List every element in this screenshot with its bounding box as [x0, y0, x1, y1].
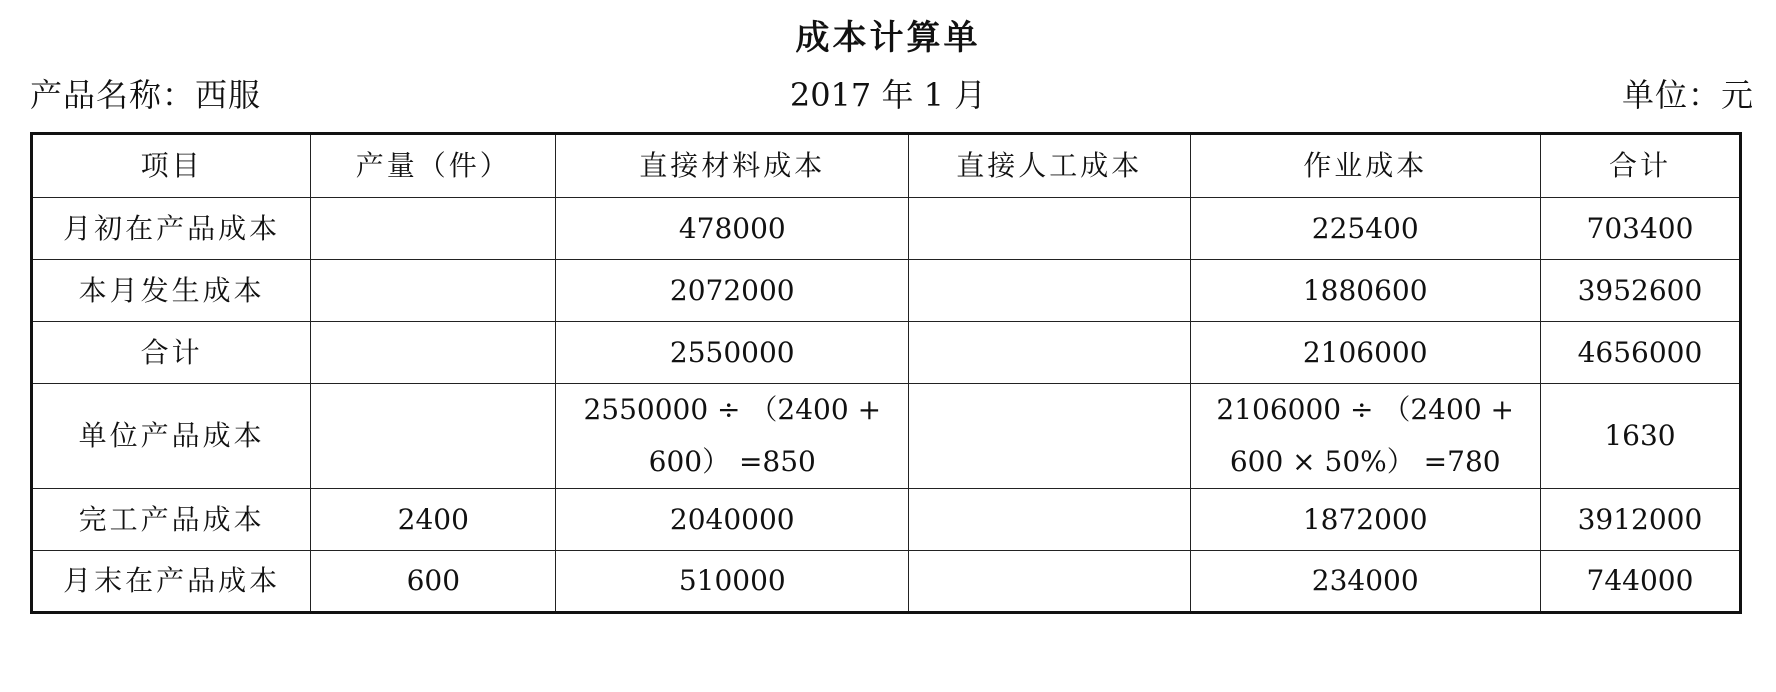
cell-quantity — [311, 260, 556, 322]
table-row — [32, 551, 1741, 613]
header-activity-cost: 作业成本 — [1190, 134, 1540, 198]
cell-total: 4656000 — [1540, 322, 1740, 384]
cell-labor — [909, 384, 1190, 489]
header-item: 项目 — [32, 134, 311, 198]
cell-activity: 225400 — [1190, 198, 1540, 260]
table-row — [32, 198, 1741, 260]
period: 2017 年 1 月 — [789, 76, 987, 114]
row-label: 月末在产品成本 — [32, 551, 311, 613]
table-row — [32, 384, 1741, 489]
cell-labor — [909, 551, 1190, 613]
cell-material: 2550000 — [556, 322, 909, 384]
cell-total: 3912000 — [1540, 489, 1740, 551]
header-quantity: 产量（件） — [311, 134, 556, 198]
cell-activity: 1880600 — [1190, 260, 1540, 322]
cell-labor — [909, 198, 1190, 260]
header-direct-material: 直接材料成本 — [556, 134, 909, 198]
product-name: 产品名称：西服 — [30, 76, 262, 114]
activity-formula-line1: 2106000 ÷ （2400 + — [1216, 393, 1514, 426]
table-header-row — [32, 134, 1741, 198]
cell-material: 2040000 — [556, 489, 909, 551]
table-row — [32, 489, 1741, 551]
cell-labor — [909, 322, 1190, 384]
cell-total: 3952600 — [1540, 260, 1740, 322]
cell-material: 478000 — [556, 198, 909, 260]
cell-total: 703400 — [1540, 198, 1740, 260]
cell-activity: 234000 — [1190, 551, 1540, 613]
table-row — [32, 260, 1741, 322]
cell-labor — [909, 489, 1190, 551]
cell-activity: 2106000 — [1190, 322, 1540, 384]
row-label: 本月发生成本 — [32, 260, 311, 322]
row-label: 单位产品成本 — [32, 384, 311, 489]
cell-quantity — [311, 198, 556, 260]
cell-activity — [1190, 384, 1540, 489]
document-title: 成本计算单 — [795, 18, 981, 58]
cell-total: 1630 — [1540, 384, 1740, 489]
unit-label: 单位：元 — [1621, 76, 1754, 114]
cell-quantity — [311, 384, 556, 489]
cell-total: 744000 — [1540, 551, 1740, 613]
row-label: 合计 — [32, 322, 311, 384]
cell-material: 510000 — [556, 551, 909, 613]
material-formula-line2: 600） =850 — [648, 445, 816, 478]
table-row — [32, 322, 1741, 384]
cost-calculation-table — [30, 132, 1742, 614]
cell-labor — [909, 260, 1190, 322]
header-total: 合计 — [1540, 134, 1740, 198]
cell-material — [556, 384, 909, 489]
activity-formula-line2: 600 × 50%） =780 — [1229, 445, 1501, 478]
cell-material: 2072000 — [556, 260, 909, 322]
material-formula-line1: 2550000 ÷ （2400 + — [583, 393, 882, 426]
cell-quantity: 2400 — [311, 489, 556, 551]
cell-activity: 1872000 — [1190, 489, 1540, 551]
row-label: 月初在产品成本 — [32, 198, 311, 260]
header-direct-labor: 直接人工成本 — [909, 134, 1190, 198]
cell-quantity — [311, 322, 556, 384]
row-label: 完工产品成本 — [32, 489, 311, 551]
cell-quantity: 600 — [311, 551, 556, 613]
